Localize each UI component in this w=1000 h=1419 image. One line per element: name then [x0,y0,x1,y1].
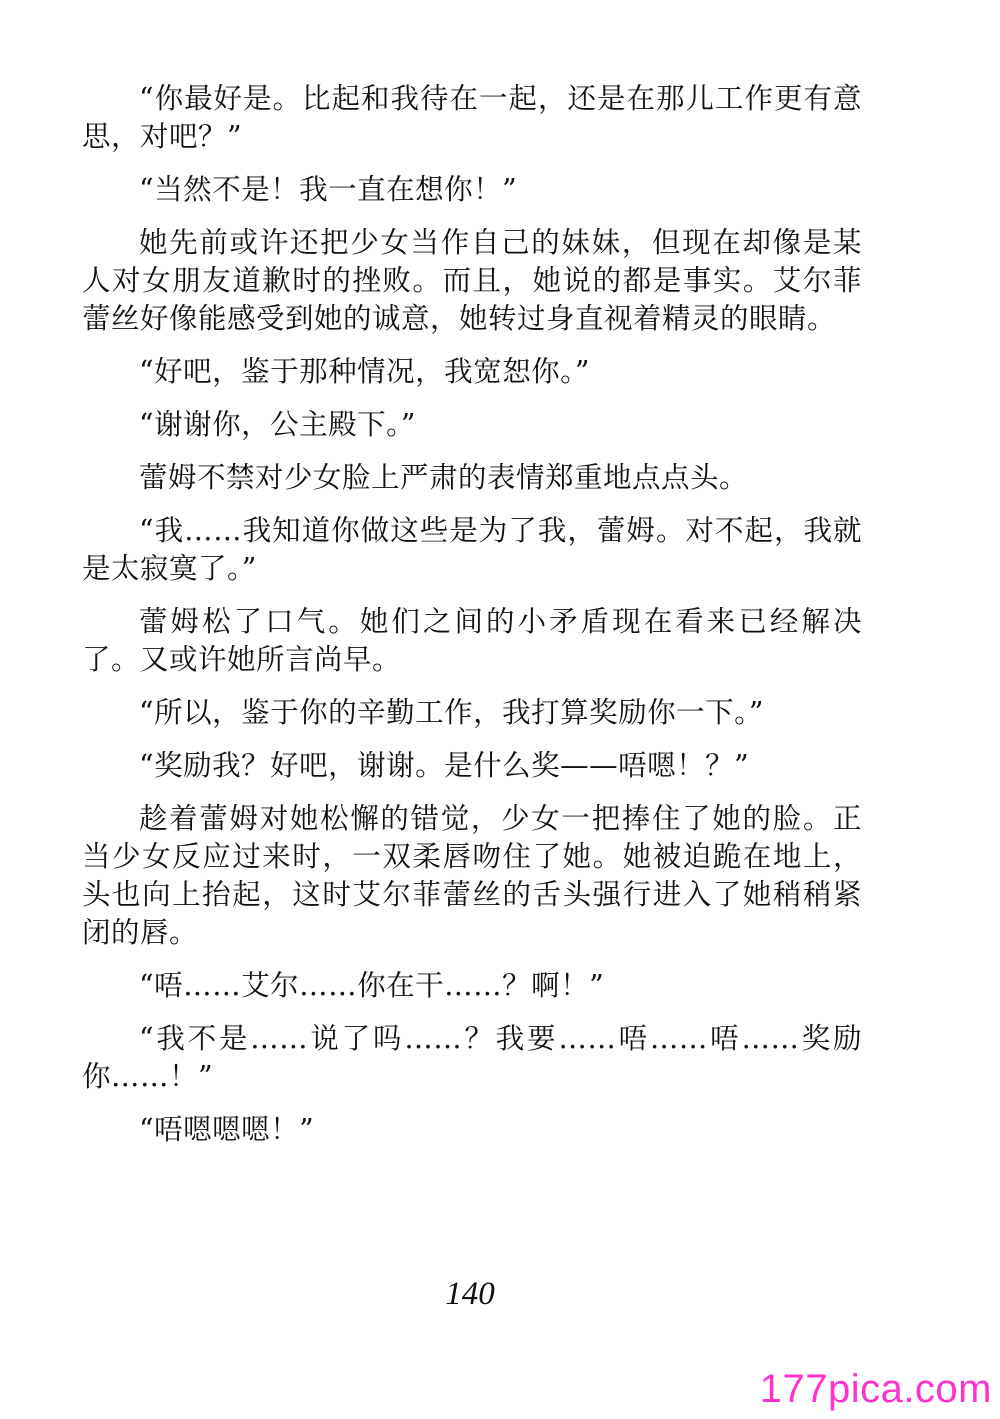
page-text-body [82,80,862,1164]
paragraph-13: “我不是……说了吗……？我要……唔……唔……奖励你……！” [82,1022,862,1093]
paragraph-9: “所以，鉴于你的辛勤工作，我打算奖励你一下。” [139,696,764,729]
paragraph-3: 她先前或许还把少女当作自己的妹妹，但现在却像是某人对女朋友道歉时的挫败。而且，她说的都是事实。艾尔菲蕾丝好像能感受到她的诚意，她转过身直视着精灵的眼睛。 [82,226,862,335]
paragraph-5: “谢谢你，公主殿下。” [139,408,416,441]
paragraph-8: 蕾姆松了口气。她们之间的小矛盾现在看来已经解决了。又或许她所言尚早。 [82,605,862,676]
paragraph-14: “唔嗯嗯嗯！” [139,1113,315,1146]
paragraph-12: “唔……艾尔……你在干……？啊！” [139,969,605,1002]
paragraph-4: “好吧，鉴于那种情况，我宽恕你。” [139,355,590,388]
watermark: 177pica.com [759,1367,992,1411]
page-number: 140 [445,1276,495,1312]
paragraph-2: “当然不是！我一直在想你！” [139,173,518,206]
paragraph-6: 蕾姆不禁对少女脸上严肃的表情郑重地点点头。 [139,461,749,494]
paragraph-7: “我……我知道你做这些是为了我，蕾姆。对不起，我就是太寂寞了。” [82,514,862,585]
paragraph-11: 趁着蕾姆对她松懈的错觉，少女一把捧住了她的脸。正当少女反应过来时，一双柔唇吻住了她。她被迫跪在地上，头也向上抬起，这时艾尔菲蕾丝的舌头强行进入了她稍稍紧闭的唇。 [82,802,862,949]
paragraph-1: “你最好是。比起和我待在一起，还是在那儿工作更有意思，对吧？” [82,82,862,153]
paragraph-10: “奖励我？好吧，谢谢。是什么奖——唔嗯！？” [139,749,750,782]
